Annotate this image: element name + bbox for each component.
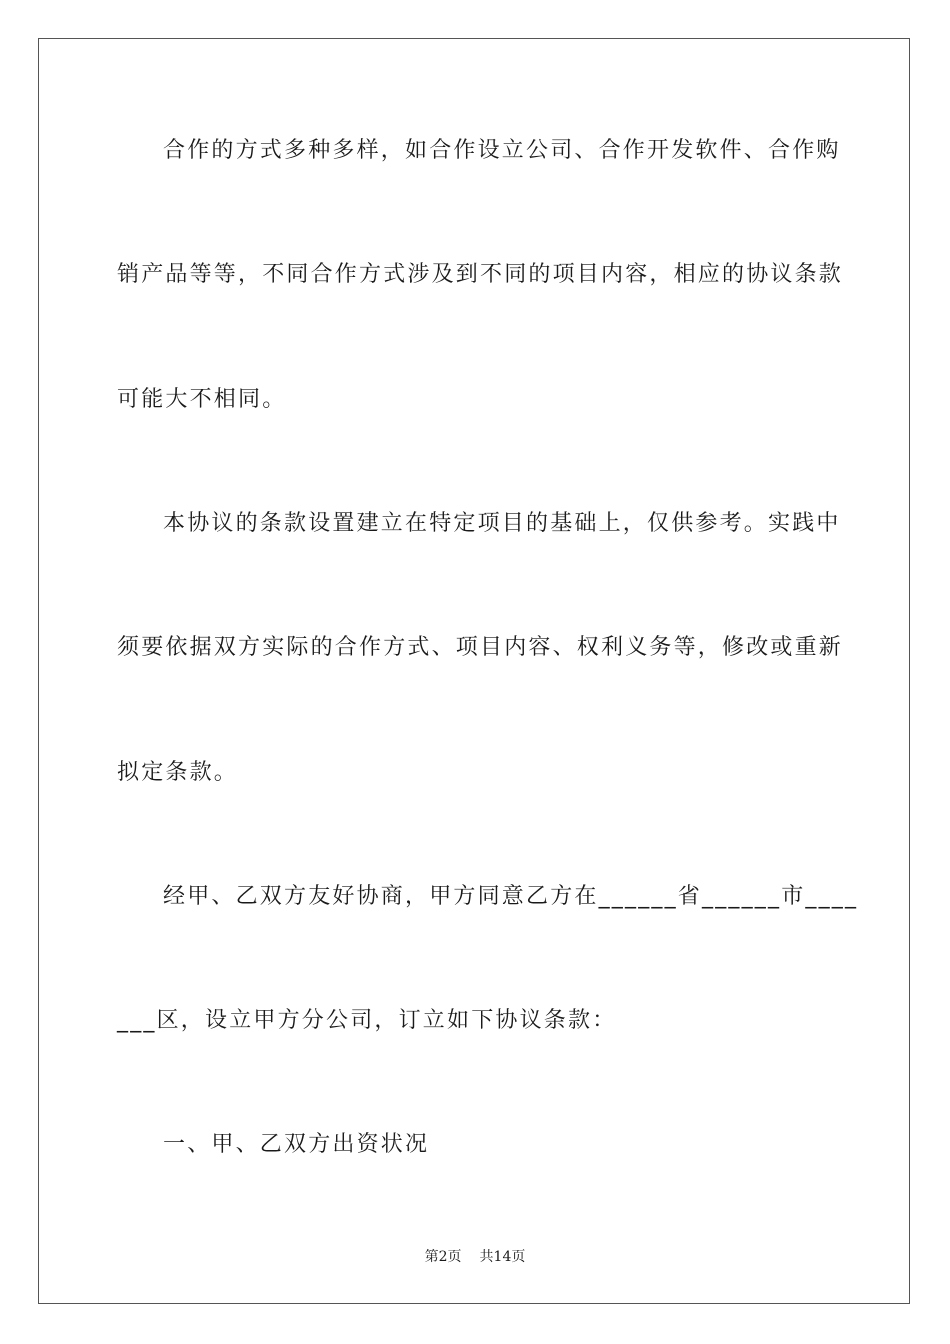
page-footer xyxy=(0,1248,950,1266)
paragraph-2-line-1: 本协议的条款设置建立在特定项目的基础上，仅供参考。实践中 xyxy=(163,511,841,536)
section-heading-1: 一、甲、乙双方出资状况 xyxy=(163,1132,430,1157)
page-total: 共14页 xyxy=(479,1249,526,1265)
paragraph-1-line-3: 可能大不相同。 xyxy=(117,387,287,412)
paragraph-1-line-2: 销产品等等，不同合作方式涉及到不同的项目内容，相应的协议条款 xyxy=(117,262,844,287)
paragraph-1-line-1: 合作的方式多种多样，如合作设立公司、合作开发软件、合作购 xyxy=(163,138,841,163)
page-frame xyxy=(38,38,910,1304)
paragraph-2-line-3: 拟定条款。 xyxy=(117,760,239,785)
paragraph-2-line-2: 须要依据双方实际的合作方式、项目内容、权利义务等，修改或重新 xyxy=(117,635,844,660)
page-number: 第2页 xyxy=(424,1249,462,1265)
paragraph-3-line-2: ___区，设立甲方分公司，订立如下协议条款： xyxy=(117,1008,617,1033)
paragraph-3-line-1: 经甲、乙双方友好协商，甲方同意乙方在______省______市____ xyxy=(163,884,859,909)
